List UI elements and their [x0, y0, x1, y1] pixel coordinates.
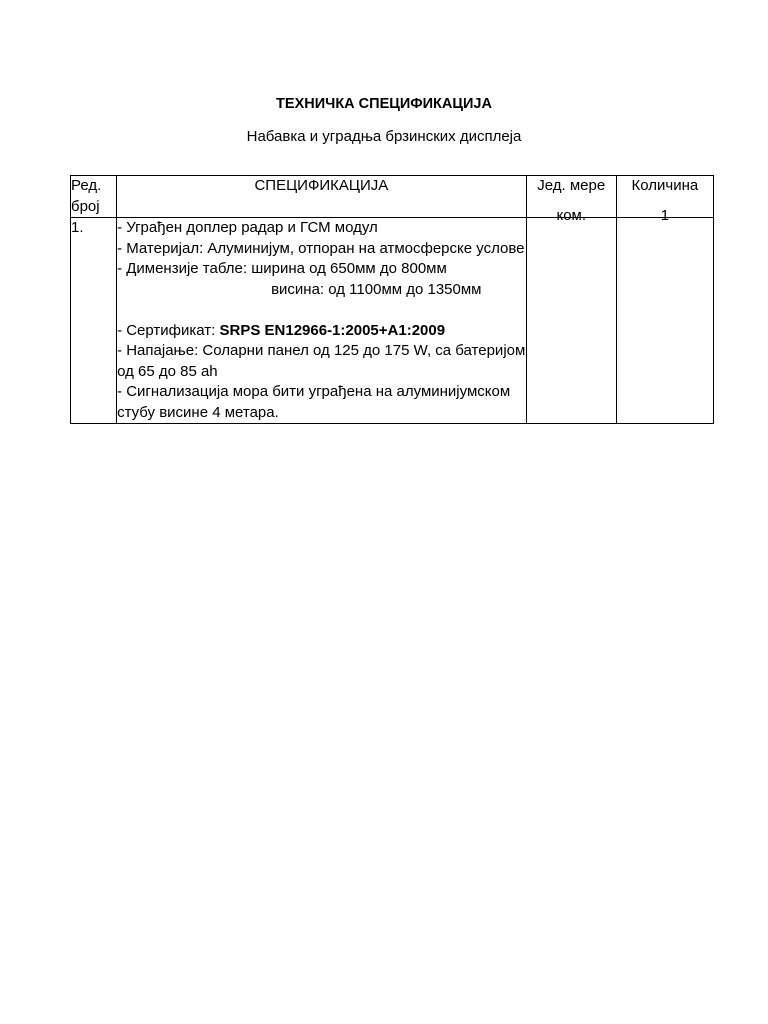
spec-mounting-line: - Сигнализација мора бити уграђена на алуминијумском стубу висине 4 метара. [117, 383, 511, 421]
spec-power-line: - Напајање: Соларни панел од 125 до 175 W, са батеријом од 65 до 85 ah [117, 342, 526, 380]
row-unit-value: ком. [556, 207, 587, 224]
header-specification: СПЕЦИФИКАЦИЈА [117, 176, 527, 218]
header-unit: Јед. мере [526, 176, 616, 218]
header-number-line1: Ред. [71, 177, 102, 194]
row-number: 1. [71, 218, 117, 424]
document-subtitle: Набавка и уградња брзинских дисплеја [246, 128, 522, 145]
header-number-line2: број [71, 197, 100, 215]
document-title: ТЕХНИЧКА СПЕЦИФИКАЦИЈА [276, 96, 492, 112]
header-number [71, 176, 117, 218]
spec-material-line: - Материјал: Алуминијум, отпоран на атмосферске услове [117, 239, 525, 257]
specification-table [70, 175, 714, 424]
spec-dimensions-width-line: - Димензије табле: ширина од 650мм до 800мм [117, 260, 447, 277]
spec-blank-line [117, 300, 526, 321]
row-specification [117, 218, 527, 424]
spec-certificate-line [117, 321, 526, 342]
row-quantity [616, 207, 713, 424]
spec-certificate-label: - Сертификат: [117, 321, 220, 339]
spec-radar-line: - Уграђен доплер радар и ГСМ модул [117, 219, 378, 236]
row-quantity-value: 1 [660, 207, 670, 224]
header-quantity: Количина [616, 176, 713, 218]
spec-certificate-value: SRPS EN12966-1:2005+A1:2009 [219, 321, 446, 339]
spec-dimensions-height-line: висина: од 1100мм до 1350мм [271, 280, 482, 298]
row-unit [526, 207, 616, 424]
table-header-row [71, 176, 714, 218]
table-row [71, 218, 714, 424]
